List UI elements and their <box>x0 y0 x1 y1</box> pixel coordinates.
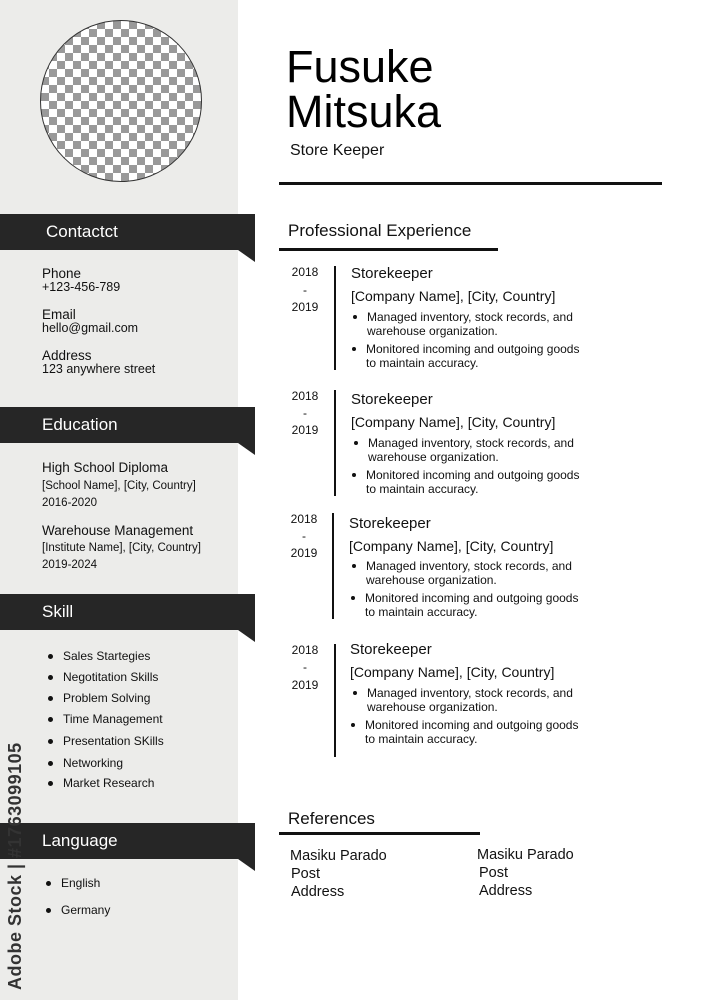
experience-underline <box>279 248 498 251</box>
job-start-year: 2018 <box>290 512 318 526</box>
job-timeline-line <box>334 266 336 370</box>
language-item: English <box>46 876 110 903</box>
address-label: Address <box>42 348 92 363</box>
skill-item: Presentation SKills <box>48 734 164 756</box>
job-duty: Monitored incoming and outgoing goods to maintain accuracy. <box>352 342 591 370</box>
reference-post: Post <box>291 866 321 882</box>
reference-post: Post <box>479 865 509 881</box>
reference-address: Address <box>479 883 533 899</box>
skill-item: Networking <box>48 756 164 776</box>
job-title-header: Store Keeper <box>290 142 385 159</box>
job-start-year: 2018 <box>291 389 319 403</box>
email-value: hello@gmail.com <box>42 321 139 335</box>
job-start-year: 2018 <box>291 643 319 657</box>
address-value: 123 anywhere street <box>42 362 156 376</box>
reference-address: Address <box>291 884 345 900</box>
skill-list <box>48 649 164 796</box>
language-list <box>46 876 110 923</box>
job-duty: Managed inventory, stock records, and warehouse organization. <box>353 310 592 338</box>
skill-item: Market Research <box>48 776 164 796</box>
job-end-year: 2019 <box>290 546 318 560</box>
job-duty: Managed inventory, stock records, and warehouse organization. <box>353 686 592 714</box>
education-school: [School Name], [City, Country] <box>42 480 196 492</box>
education-heading: Education <box>0 407 255 443</box>
language-item: Germany <box>46 903 110 923</box>
job-year-sep: - <box>303 406 307 420</box>
job-start-year: 2018 <box>291 265 319 279</box>
email-label: Email <box>42 307 76 322</box>
name-first: Fusuke <box>286 41 434 92</box>
skill-heading: Skill <box>0 594 255 630</box>
stock-watermark: Adobe Stock | #1763099105 <box>5 742 25 990</box>
job-end-year: 2019 <box>291 300 319 314</box>
header-divider <box>279 182 662 185</box>
skill-item: Time Management <box>48 712 164 734</box>
name-last: Mitsuka <box>286 86 442 137</box>
job-title: Storekeeper <box>351 391 433 408</box>
reference-name: Masiku Parado <box>477 847 574 863</box>
profile-photo-placeholder <box>40 20 202 182</box>
contact-heading: Contactct <box>0 214 255 250</box>
job-end-year: 2019 <box>291 678 319 692</box>
education-years: 2019-2024 <box>42 559 97 571</box>
education-degree: Warehouse Management <box>42 523 194 538</box>
job-timeline-line <box>334 390 336 496</box>
job-year-sep: - <box>303 283 307 297</box>
phone-label: Phone <box>42 266 82 281</box>
references-heading: References <box>288 809 375 828</box>
skill-item: Problem Solving <box>48 691 164 712</box>
education-school: [Institute Name], [City, Country] <box>42 542 201 554</box>
person-name <box>286 41 442 137</box>
experience-heading: Professional Experience <box>288 221 472 240</box>
job-title: Storekeeper <box>350 641 432 658</box>
job-duty: Monitored incoming and outgoing goods to maintain accuracy. <box>351 591 590 619</box>
job-end-year: 2019 <box>291 423 319 437</box>
job-duty: Monitored incoming and outgoing goods to maintain accuracy. <box>351 718 590 746</box>
job-year-sep: - <box>302 529 306 543</box>
job-duty: Monitored incoming and outgoing goods to maintain accuracy. <box>352 468 591 496</box>
reference-name: Masiku Parado <box>290 848 387 864</box>
phone-value: +123-456-789 <box>42 280 121 294</box>
job-title: Storekeeper <box>349 515 431 532</box>
job-timeline-line <box>332 513 334 619</box>
job-year-sep: - <box>303 660 307 674</box>
job-title: Storekeeper <box>351 265 433 282</box>
education-degree: High School Diploma <box>42 460 169 475</box>
language-heading: Language <box>0 823 255 859</box>
job-duty: Managed inventory, stock records, and warehouse organization. <box>352 559 591 587</box>
skill-item: Sales Startegies <box>48 649 164 670</box>
education-years: 2016-2020 <box>42 497 97 509</box>
job-timeline-line <box>334 644 336 757</box>
job-company: [Company Name], [City, Country] <box>351 414 556 430</box>
job-company: [Company Name], [City, Country] <box>349 538 554 554</box>
skill-item: Negotitation Skills <box>48 670 164 691</box>
job-duty: Managed inventory, stock records, and warehouse organization. <box>354 436 593 464</box>
job-company: [Company Name], [City, Country] <box>350 664 555 680</box>
references-underline <box>279 832 480 835</box>
job-company: [Company Name], [City, Country] <box>351 288 556 304</box>
